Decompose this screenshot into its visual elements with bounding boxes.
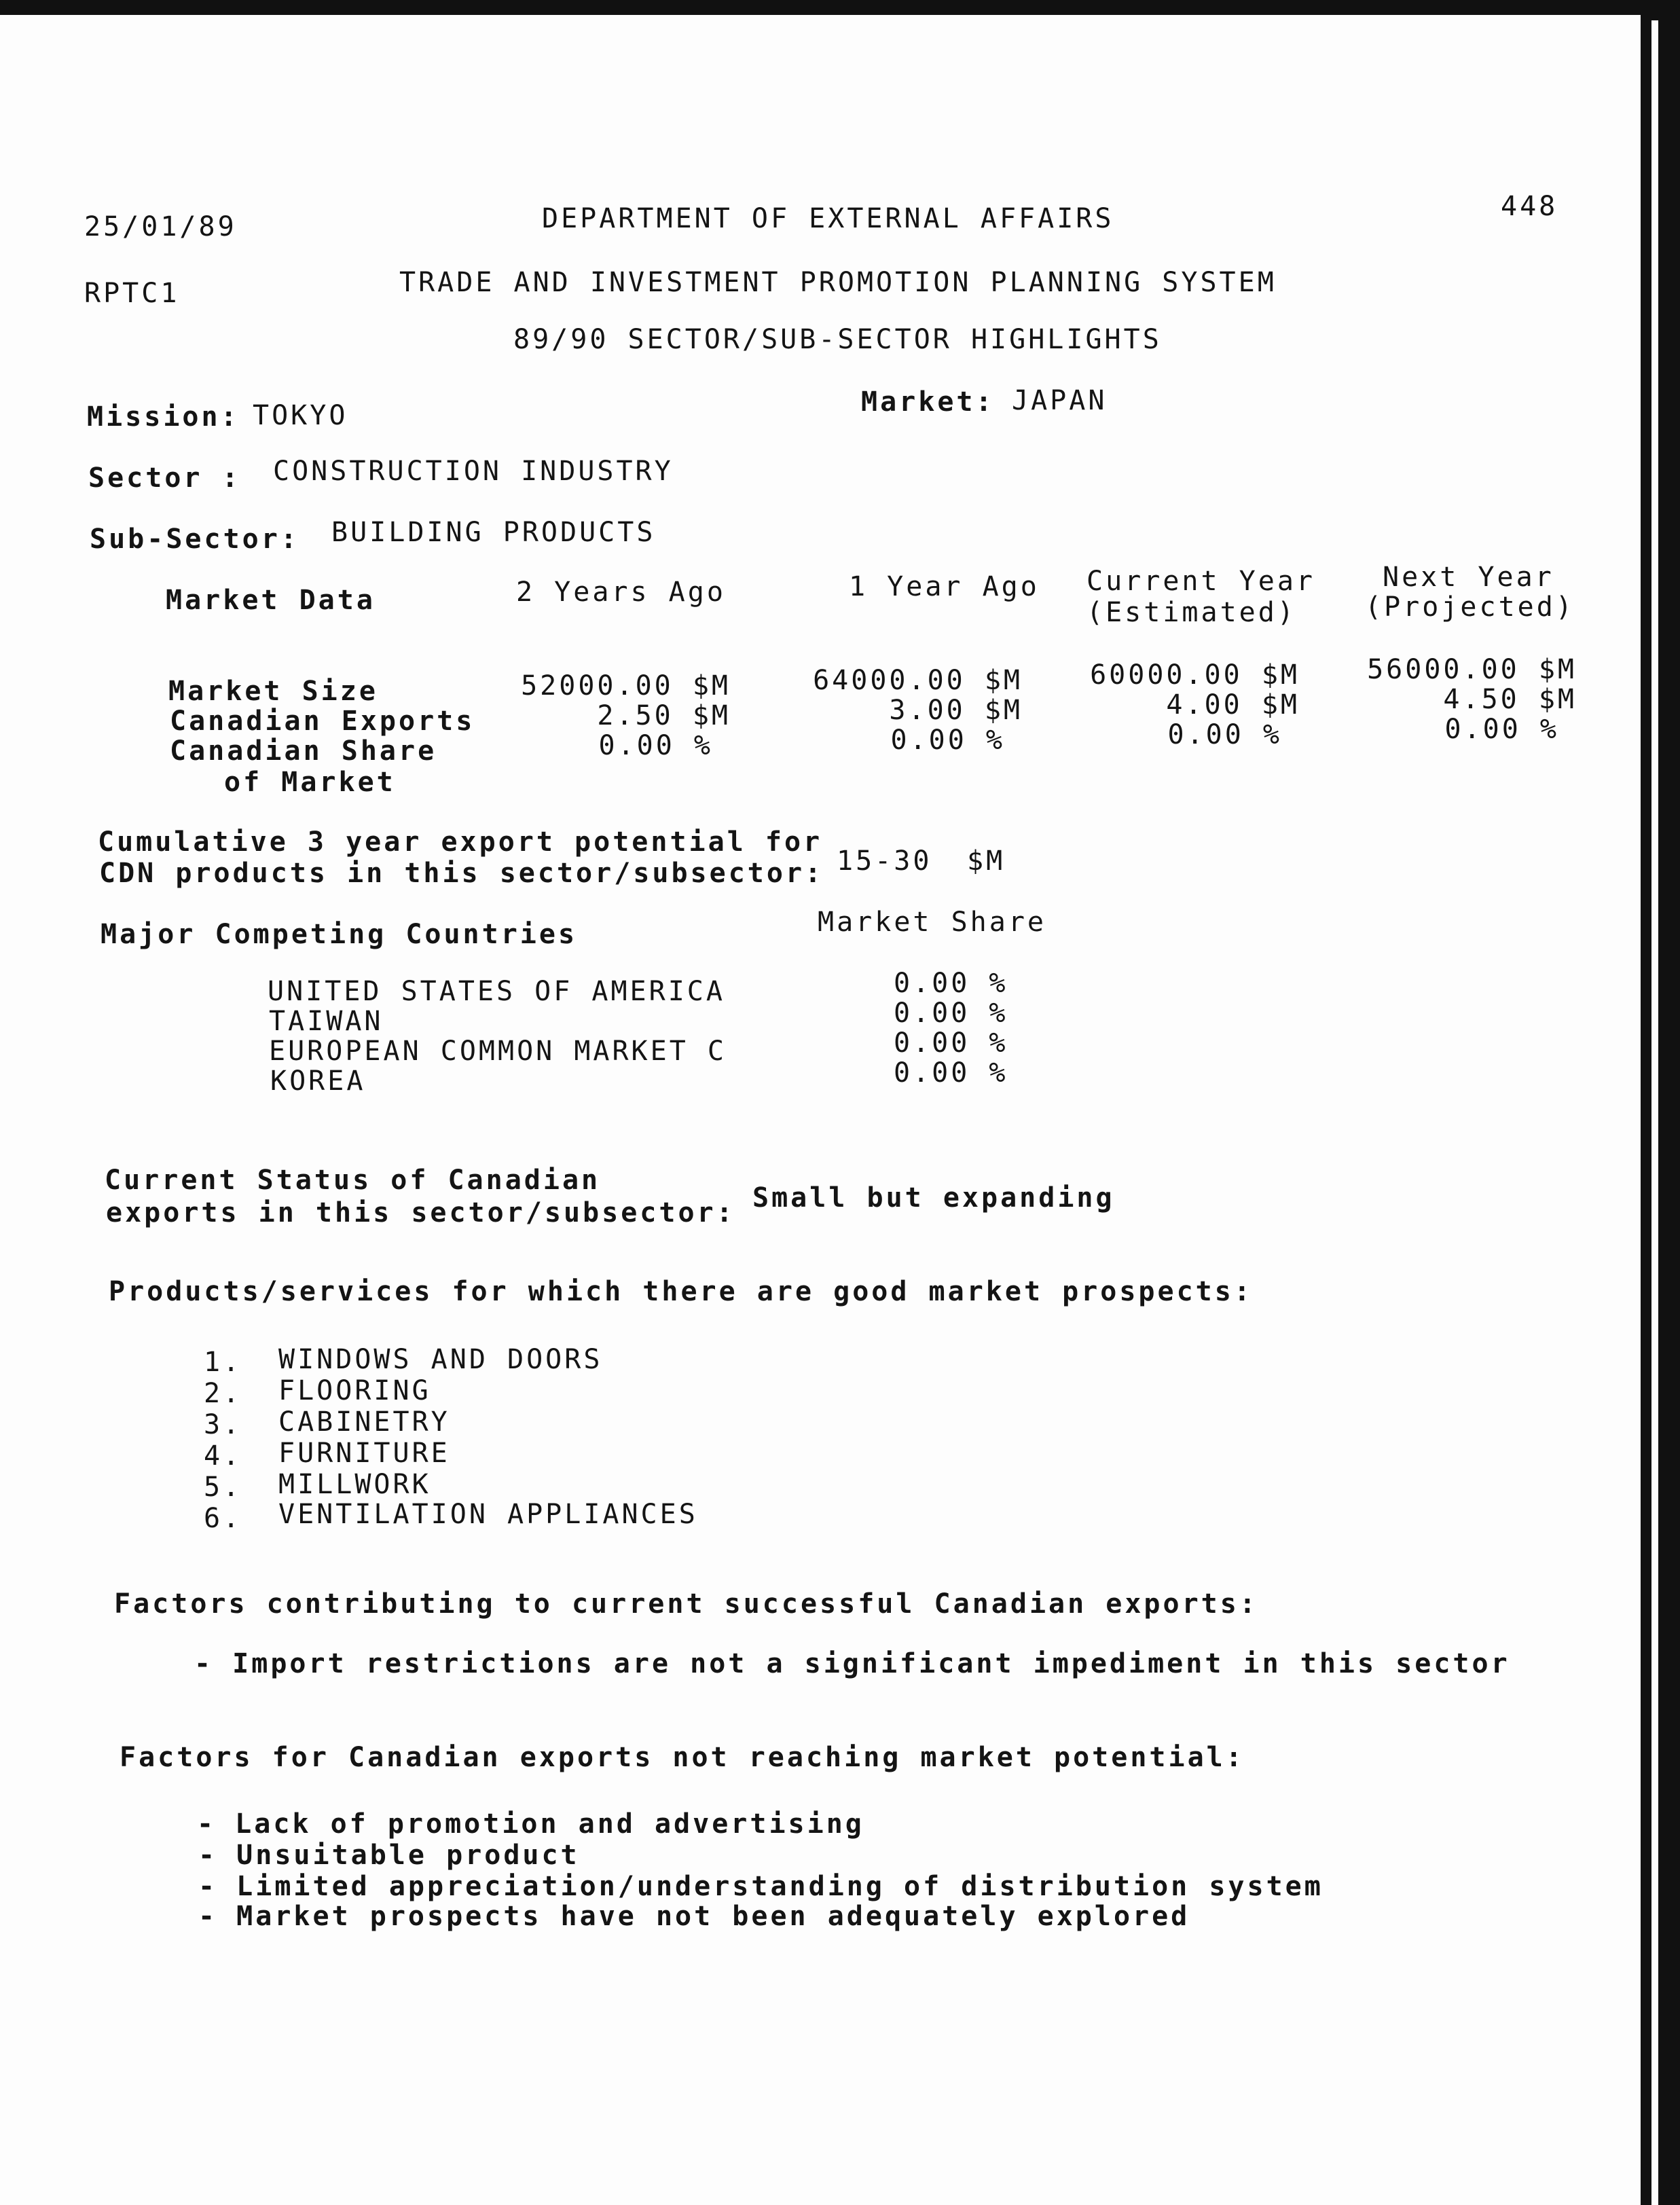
potential-value: 15-30 (837, 845, 932, 877)
subsector-value: BUILDING PRODUCTS (331, 517, 656, 548)
table-cell: 0.00 % (1444, 714, 1559, 745)
row-label-market-size: Market Size (168, 676, 378, 707)
prospect-number: 4. (204, 1440, 242, 1472)
market-data-header: Market Data (166, 585, 376, 616)
competitor-share: 0.00 % (894, 968, 1008, 999)
competitor-country: KOREA (270, 1065, 366, 1097)
table-cell: 3.00 $M (889, 695, 1023, 726)
col-header-next-year-sub: (Projected) (1365, 591, 1575, 623)
prospect-number: 3. (204, 1409, 242, 1440)
limiting-factor-item: - Unsuitable product (198, 1840, 580, 1871)
competitor-share: 0.00 % (894, 998, 1008, 1029)
mission-value: TOKYO (253, 400, 348, 431)
limiting-factor-item: - Lack of promotion and advertising (197, 1808, 864, 1840)
prospect-number: 6. (204, 1503, 242, 1534)
potential-label-line1: Cumulative 3 year export potential for (98, 826, 823, 858)
market-label: Market: (861, 386, 995, 418)
report-date: 25/01/89 (84, 211, 237, 242)
table-cell: 4.00 $M (1166, 689, 1300, 721)
competitor-country: TAIWAN (269, 1006, 384, 1037)
prospect-item: MILLWORK (278, 1469, 431, 1500)
table-cell: 4.50 $M (1443, 684, 1577, 715)
col-header-next-year: Next Year (1383, 562, 1554, 593)
row-label-canadian-share-sub: of Market (224, 767, 396, 798)
market-share-label: Market Share (818, 907, 1046, 938)
table-cell: 56000.00 $M (1367, 654, 1577, 685)
limiting-factors-heading: Factors for Canadian exports not reaching market potential: (120, 1742, 1245, 1773)
prospect-item: VENTILATION APPLIANCES (278, 1499, 698, 1530)
col-header-1-year-ago: 1 Year Ago (849, 571, 1040, 602)
prospect-item: WINDOWS AND DOORS (278, 1344, 603, 1375)
sector-value: CONSTRUCTION INDUSTRY (273, 456, 674, 487)
table-cell: 0.00 % (1167, 719, 1282, 750)
status-label-line2: exports in this sector/subsector: (106, 1197, 735, 1228)
row-label-canadian-exports: Canadian Exports (170, 706, 475, 737)
table-cell: 60000.00 $M (1090, 659, 1300, 691)
potential-unit: $M (967, 845, 1006, 877)
system-title: TRADE AND INVESTMENT PROMOTION PLANNING SYSTEM (399, 267, 1277, 298)
table-cell: 0.00 % (890, 725, 1005, 756)
row-label-canadian-share: Canadian Share (170, 735, 437, 767)
col-header-2-years-ago: 2 Years Ago (516, 577, 726, 608)
subsector-label: Sub-Sector: (90, 524, 299, 555)
competitor-country: UNITED STATES OF AMERICA (268, 976, 725, 1007)
scan-right-edge (1641, 0, 1680, 2205)
prospect-item: FURNITURE (278, 1438, 450, 1469)
competitor-share: 0.00 % (894, 1057, 1008, 1089)
success-factors-heading: Factors contributing to current successful Canadian exports: (114, 1588, 1258, 1620)
report-id: RPTC1 (84, 278, 180, 309)
mission-label: Mission: (87, 401, 240, 433)
status-label-line1: Current Status of Canadian (105, 1165, 601, 1196)
limiting-factor-item: - Market prospects have not been adequately explored (198, 1901, 1190, 1932)
prospect-number: 2. (204, 1378, 242, 1409)
col-header-current-year: Current Year (1086, 566, 1315, 597)
table-cell: 2.50 $M (597, 700, 731, 731)
table-cell: 0.00 % (598, 730, 713, 761)
sector-label: Sector : (88, 462, 241, 494)
limiting-factor-item: - Limited appreciation/understanding of distribution system (198, 1871, 1323, 1902)
department-title: DEPARTMENT OF EXTERNAL AFFAIRS (542, 203, 1114, 234)
col-header-current-year-sub: (Estimated) (1086, 597, 1296, 628)
scan-top-edge (0, 0, 1680, 15)
table-cell: 52000.00 $M (521, 670, 731, 701)
competitor-share: 0.00 % (894, 1027, 1008, 1059)
page-number: 448 (1501, 191, 1558, 222)
success-factor-item: - Import restrictions are not a significant impediment in this sector (194, 1648, 1510, 1679)
potential-label-line2: CDN products in this sector/subsector: (99, 858, 824, 889)
prospect-item: FLOORING (278, 1375, 431, 1406)
prospect-number: 1. (204, 1347, 242, 1378)
prospect-number: 5. (204, 1472, 242, 1503)
market-value: JAPAN (1012, 385, 1108, 416)
prospect-item: CABINETRY (278, 1406, 450, 1438)
prospects-heading: Products/services for which there are good market prospects: (109, 1276, 1253, 1307)
report-title: 89/90 SECTOR/SUB-SECTOR HIGHLIGHTS (513, 324, 1162, 355)
table-cell: 64000.00 $M (813, 665, 1023, 696)
status-value: Small but expanding (752, 1182, 1115, 1214)
competitors-label: Major Competing Countries (101, 919, 578, 950)
competitor-country: EUROPEAN COMMON MARKET C (269, 1036, 727, 1067)
